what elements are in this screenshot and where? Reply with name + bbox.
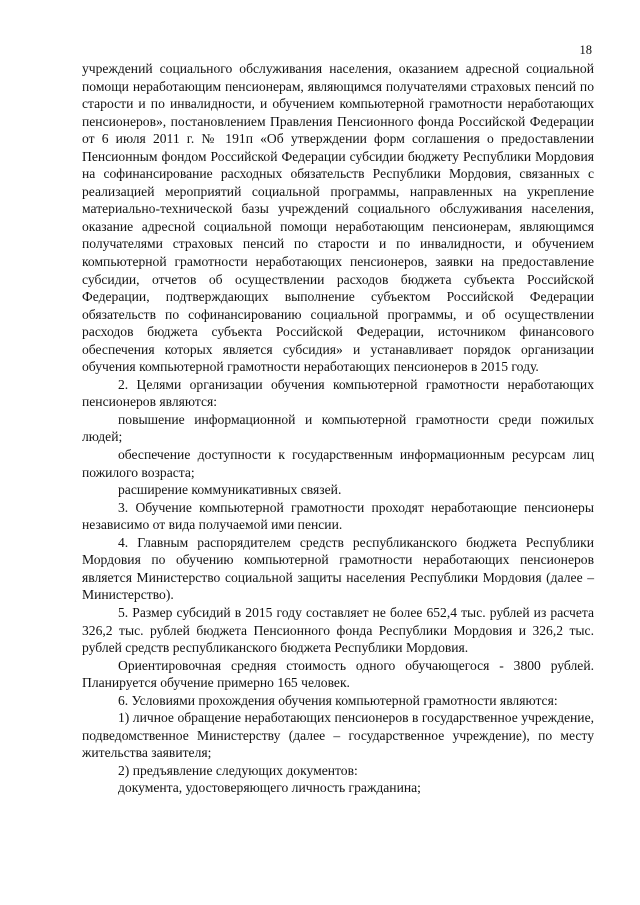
paragraph-cost-estimate: Ориентировочная средняя стоимость одного обучающегося - 3800 рублей. Планируется обучение примерно 165 человек.: [82, 657, 594, 691]
paragraph-conditions: 6. Условиями прохождения обучения компьютерной грамотности являются:: [118, 692, 558, 708]
list-item-goal-access: обеспечение доступности к государственным информационным ресурсам лиц пожилого возраста;: [82, 447, 594, 480]
list-item-condition-appeal: 1) личное обращение неработающих пенсионеров в государственное учреждение, подведомственное Министерству (далее – государственное учреждение), по месту жительства заявителя;: [82, 710, 594, 761]
paragraph-eligibility: 3. Обучение компьютерной грамотности проходят неработающие пенсионеры независимо от вида получаемой ими пенсии.: [82, 499, 594, 533]
list-item-identity-document: документа, удостоверяющего личность гражданина;: [118, 780, 421, 796]
paragraph-subsidy-amount: 5. Размер субсидий в 2015 году составляет не более 652,4 тыс. рублей из расчета 326,2 тыс. рублей бюджета Пенсионного фонда Республики Мордовия и 326,2 тыс. рублей средств республиканского бюджета Республики Мордовия.: [82, 604, 594, 656]
paragraph-goals: 2. Целями организации обучения компьютерной грамотности неработающих пенсионеров являются:: [82, 376, 594, 410]
paragraph-legal-basis: учреждений социального обслуживания населения, оказанием адресной социальной помощи неработающим пенсионерам, являющимся получателями страховых пенсий по старости и по инвалидности, и обучением компьютерной грамотности неработающих пенсионеров», постановлением Правления Пенсионного фонда Российской Федерации от 6 июля 2011 г. № 191п «Об утверждении форм соглашения о предоставлении Пенсионным фондом Российской Федерации субсидии бюджету Республики Мордовия на софинансирование расходных обязательств Республики Мордовия, связанных с реализацией мероприятий социальной программы, направленных на укрепление материально-технической базы учреждений социального обслуживания населения, оказание адресной социальной помощи неработающим пенсионерам, являющимся получателями страховых пенсий по старости и по инвалидности, и обучением компьютерной грамотности неработающих пенсионеров, заявки на предоставление субсидии, отчетов об осуществлении расходов бюджета субъекта Российской Федерации, подтверждающих выполнение субъектом Российской Федерации обязательств по софинансированию социальной программы, и об осуществлении расходов бюджета субъекта Российской Федерации, источником финансового обеспечения которых является субсидия» и устанавливает порядок организации обучения компьютерной грамотности неработающих пенсионеров в 2015 году.: [82, 61, 594, 375]
document-body: [82, 60, 594, 797]
paragraph-budget-manager: 4. Главным распорядителем средств республиканского бюджета Республики Мордовия по обучению компьютерной грамотности неработающих пенсионеров является Министерство социальной защиты населения Республики Мордовия (далее – Министерство).: [82, 534, 594, 603]
page-number: 18: [579, 43, 592, 57]
list-item-condition-documents: 2) предъявление следующих документов:: [118, 762, 358, 778]
list-item-goal-communication: расширение коммуникативных связей.: [118, 482, 342, 498]
list-item-goal-literacy: повышение информационной и компьютерной грамотности среди пожилых людей;: [82, 411, 594, 445]
